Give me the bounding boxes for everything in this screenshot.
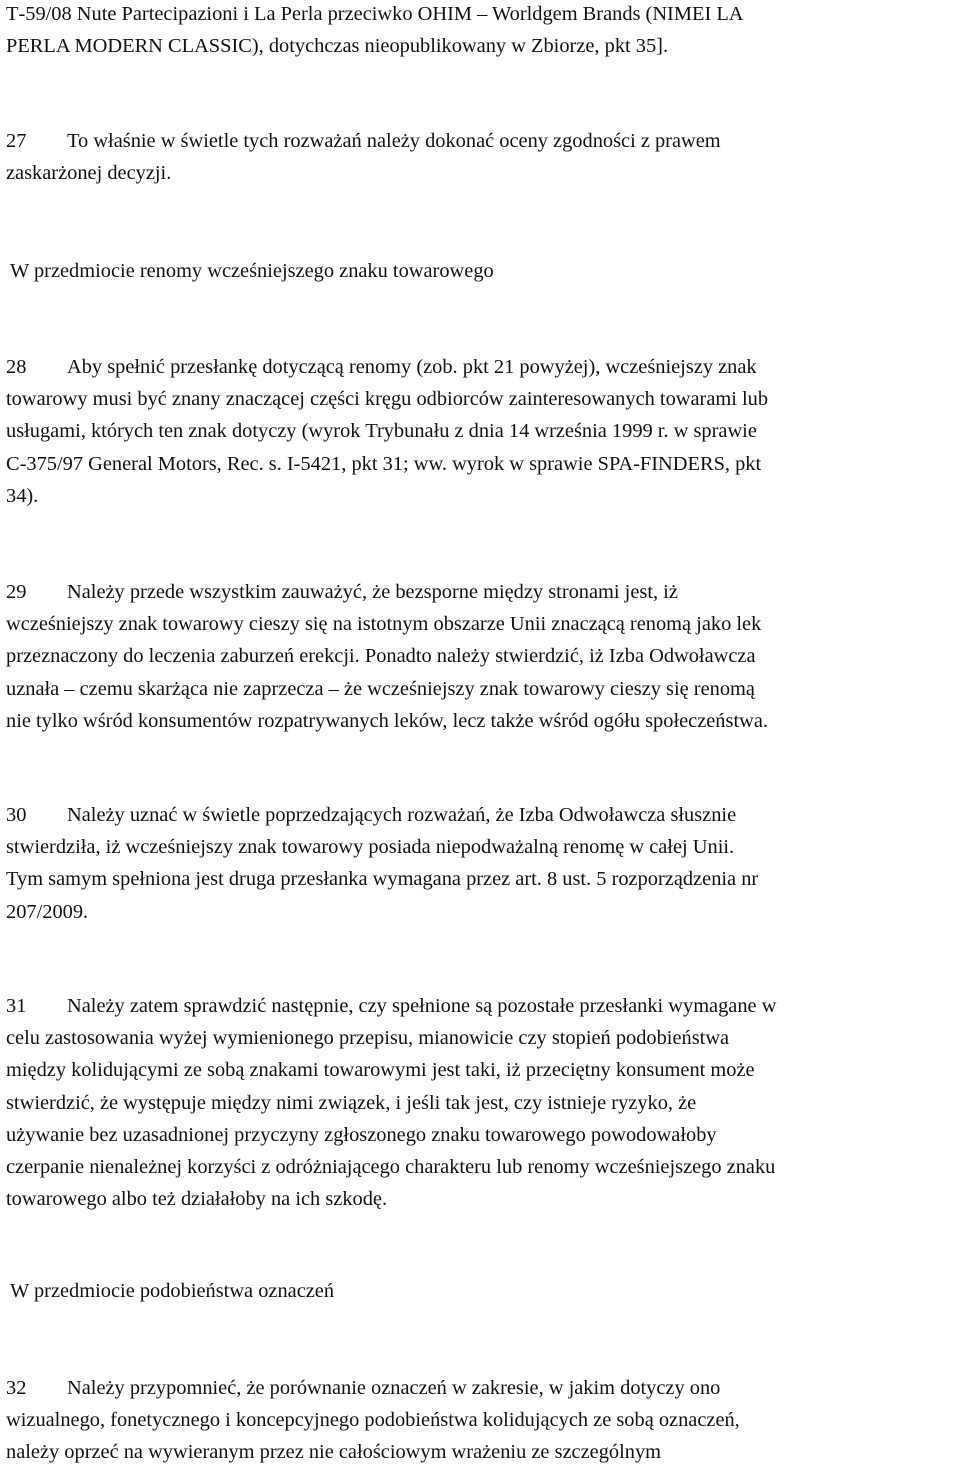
text-line: Należy zatem sprawdzić następnie, czy spełnione są pozostałe przesłanki wymagane w xyxy=(67,995,777,1017)
paragraph-31 xyxy=(6,990,776,1215)
paragraph-number: 27 xyxy=(6,130,27,152)
text-line: zaskarżonej decyzji. xyxy=(6,162,172,185)
paragraph-number: 31 xyxy=(6,995,27,1017)
paragraph-32 xyxy=(6,1372,740,1469)
section-heading: W przedmiocie podobieństwa oznaczeń xyxy=(10,1280,335,1302)
text-line: usługami, których ten znak dotyczy (wyrok Trybunału z dnia 14 września 1999 r. w sprawie xyxy=(6,420,757,443)
paragraph-29 xyxy=(6,576,768,737)
paragraph-28 xyxy=(6,351,768,512)
text-line: Aby spełnić przesłankę dotyczącą renomy (zob. pkt 21 powyżej), wcześniejszy znak xyxy=(67,356,757,378)
paragraph-number: 28 xyxy=(6,356,27,378)
text-line: czerpanie nienależnej korzyści z odróżniającego charakteru lub renomy wcześniejszego znaku xyxy=(6,1156,776,1179)
text-line: Należy przede wszystkim zauważyć, że bezsporne między stronami jest, iż xyxy=(67,581,678,603)
text-line: To właśnie w świetle tych rozważań należy dokonać oceny zgodności z prawem xyxy=(67,130,721,152)
text-line: nie tylko wśród konsumentów rozpatrywanych leków, lecz także wśród ogółu społeczeństwa. xyxy=(6,709,768,732)
text-line: 34). xyxy=(6,484,39,507)
text-line: wcześniejszy znak towarowy cieszy się na istotnym obszarze Unii znaczącą renomą jako lek xyxy=(6,613,762,636)
section-heading: W przedmiocie renomy wcześniejszego znaku towarowego xyxy=(10,260,494,282)
text-line: celu zastosowania wyżej wymienionego przepisu, mianowicie czy stopień podobieństwa xyxy=(6,1027,730,1050)
text-line: należy oprzeć na wywieranym przez nie całościowym wrażeniu ze szczególnym xyxy=(6,1441,662,1464)
text-line: Należy uznać w świetle poprzedzających rozważań, że Izba Odwoławcza słusznie xyxy=(67,804,737,826)
text-line: stwierdzić, że występuje między nimi związek, i jeśli tak jest, czy istnieje ryzyko, że xyxy=(6,1091,697,1114)
paragraph-30 xyxy=(6,799,758,928)
text-line: towarowego albo też działałoby na ich szkodę. xyxy=(6,1188,388,1211)
text-line: między kolidującymi ze sobą znakami towarowymi jest taki, iż przeciętny konsument może xyxy=(6,1059,755,1082)
text-line: wizualnego, fonetycznego i koncepcyjnego podobieństwa kolidujących ze sobą oznaczeń, xyxy=(6,1409,740,1432)
paragraph-number: 29 xyxy=(6,581,27,603)
text-line: używanie bez uzasadnionej przyczyny zgłoszonego znaku towarowego powodowałoby xyxy=(6,1123,717,1146)
text-line: PERLA MODERN CLASSIC), dotychczas nieopublikowany w Zbiorze, pkt 35]. xyxy=(6,35,669,58)
text-line: uznała – czemu skarżąca nie zaprzecza – że wcześniejszy znak towarowy cieszy się renomą xyxy=(6,677,755,700)
text-line: C‑375/97 General Motors, Rec. s. I‑5421, pkt 31; ww. wyrok w sprawie SPA‑FINDERS, pkt xyxy=(6,452,762,475)
text-line: Należy przypomnieć, że porównanie oznaczeń w zakresie, w jakim dotyczy ono xyxy=(67,1377,721,1399)
paragraph-number: 30 xyxy=(6,804,27,826)
text-line: przeznaczony do leczenia zaburzeń erekcji. Ponadto należy stwierdzić, iż Izba Odwoławcza xyxy=(6,645,756,668)
text-line: Tym samym spełniona jest druga przesłanka wymagana przez art. 8 ust. 5 rozporządzenia nr xyxy=(6,868,759,891)
text-line: 207/2009. xyxy=(6,900,89,923)
text-line: T‑59/08 Nute Partecipazioni i La Perla przeciwko OHIM – Worldgem Brands (NIMEI LA xyxy=(6,3,744,25)
paragraph-27 xyxy=(6,125,721,189)
intro-paragraph xyxy=(6,0,744,62)
paragraph-number: 32 xyxy=(6,1377,27,1399)
text-line: stwierdziła, iż wcześniejszy znak towarowy posiada niepodważalną renomę w całej Unii. xyxy=(6,836,735,859)
text-line: towarowy musi być znany znaczącej części kręgu odbiorców zainteresowanych towarami lub xyxy=(6,388,769,411)
